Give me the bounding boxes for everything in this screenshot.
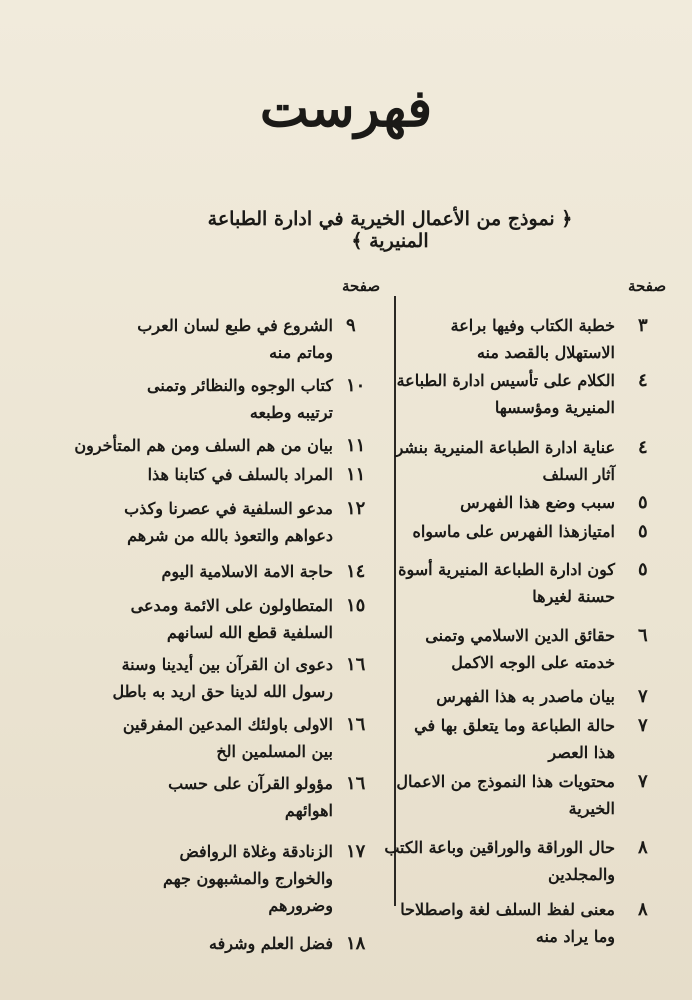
toc-entry-text: حاجة الامة الاسلامية اليوم [161, 562, 333, 581]
toc-entry-text: الشروع في طبع لسان العرب [137, 316, 333, 335]
column-divider [394, 296, 396, 906]
toc-entry-text: معنى لفظ السلف لغة واصطلاحا [400, 900, 615, 919]
toc-entry-text: دعوى ان القرآن بين أيدينا وسنة [121, 655, 333, 674]
toc-entry-text: وما يراد منه [535, 927, 615, 946]
right-toc-entry [400, 518, 648, 545]
toc-entry-text: بيان من هم السلف ومن هم المتأخرون [74, 436, 333, 455]
toc-entry-text: حالة الطباعة وما يتعلق بها في [414, 716, 615, 735]
toc-page-number: ٩ [346, 315, 356, 336]
toc-entry-text: فضل العلم وشرفه [209, 934, 333, 953]
toc-entry-text: الاولى باولئك المدعين المفرقين [122, 715, 333, 734]
toc-entry-text: الزنادقة وغلاة الروافض [179, 842, 333, 861]
toc-page-number: ١٦ [346, 714, 366, 735]
toc-entry-text: وضرورهم [268, 896, 333, 915]
toc-entry-text: السلفية قطع الله لسانهم [166, 623, 333, 642]
right-toc-entry [396, 768, 648, 822]
toc-entry-text: بيان ماصدر به هذا الفهرس [436, 687, 615, 706]
toc-entry-text: المتطاولون على الائمة ومدعى [130, 596, 333, 615]
toc-page-number: ٣ [638, 315, 648, 336]
toc-entry-text: امتيازهذا الفهرس على ماسواه [412, 522, 615, 541]
toc-page-number: ٥ [638, 492, 648, 513]
toc-entry-text: حال الوراقة والوراقين وباعة الكتب [384, 838, 615, 857]
toc-page-number: ٧ [638, 715, 648, 736]
left-toc-entry [108, 838, 366, 919]
right-toc-entry [384, 834, 648, 888]
left-toc-entry [108, 461, 366, 488]
left-column-header: صفحة [342, 277, 381, 295]
left-toc-entry [108, 558, 366, 585]
toc-entry-text: هذا العصر [548, 743, 615, 762]
right-toc-entry [400, 896, 648, 950]
toc-entry-text: حقائق الدين الاسلامي وتمنى [425, 626, 615, 645]
page-subtitle: ﴿ نموذج من الأعمال الخيرية في ادارة الطباعة المنيرية ﴾ [207, 208, 573, 252]
toc-entry-text: كتاب الوجوه والنظائر وتمنى [147, 376, 333, 395]
toc-page-number: ٧ [638, 771, 648, 792]
toc-entry-text: المنيرية ومؤسسها [494, 398, 615, 417]
toc-entry-text: خطبة الكتاب وفيها براعة [450, 316, 615, 335]
toc-page-number: ١٤ [346, 561, 366, 582]
toc-entry-text: خدمته على الوجه الاكمل [451, 653, 615, 672]
toc-entry-text: الكلام على تأسيس ادارة الطباعة [396, 371, 615, 390]
toc-page-number: ١٦ [346, 773, 366, 794]
left-toc-entry [108, 495, 366, 549]
toc-entry-text: كون ادارة الطباعة المنيرية أسوة [398, 560, 615, 579]
toc-entry-text: والمجلدين [548, 865, 615, 884]
toc-entry-text: مدعو السلفية في عصرنا وكذب [124, 499, 333, 518]
toc-page-number: ١٢ [346, 498, 366, 519]
toc-page-number: ١٠ [346, 375, 366, 396]
right-column-header: صفحة [628, 277, 667, 295]
toc-entry-text: رسول الله لدينا حق اريد به باطل [112, 682, 333, 701]
toc-entry-text: عناية ادارة الطباعة المنيرية بنشر [395, 438, 615, 457]
left-toc-entry [108, 312, 356, 366]
toc-entry-text: آثار السلف [542, 465, 615, 484]
left-toc-entry [74, 432, 366, 459]
page-title: فهرست [259, 78, 433, 139]
toc-entry-text: الخيرية [568, 799, 615, 818]
right-toc-entry [398, 556, 648, 610]
toc-page-number: ٨ [638, 899, 648, 920]
toc-entry-text: الاستهلال بالقصد منه [476, 343, 615, 362]
toc-entry-text: والخوارج والمشبهون جهم [163, 869, 333, 888]
toc-entry-text: ترتيبه وطبعه [249, 403, 333, 422]
toc-page-number: ٨ [638, 837, 648, 858]
toc-entry-text: اهوائهم [284, 801, 333, 820]
left-toc-entry [108, 711, 366, 765]
toc-entry-text: دعواهم والتعوذ بالله من شرهم [127, 526, 333, 545]
left-toc-entry [108, 372, 366, 426]
toc-entry-text: مؤولو القرآن على حسب [168, 774, 333, 793]
toc-entry-text: بين المسلمين الخ [216, 742, 333, 761]
toc-page-number: ٥ [638, 559, 648, 580]
toc-page-number: ٤ [638, 437, 648, 458]
right-toc-entry [400, 622, 648, 676]
toc-page-number: ٤ [638, 370, 648, 391]
left-toc-entry [108, 592, 366, 646]
right-toc-entry [395, 434, 648, 488]
right-toc-entry [400, 489, 648, 516]
toc-page-number: ٦ [638, 625, 648, 646]
right-toc-entry [400, 712, 648, 766]
toc-entry-text: حسنة لغيرها [532, 587, 615, 606]
right-toc-entry [396, 367, 648, 421]
toc-page-number: ١٧ [346, 841, 366, 862]
toc-entry-text: سبب وضع هذا الفهرس [460, 493, 615, 512]
toc-page-number: ١١ [346, 464, 366, 485]
toc-page-number: ٥ [638, 521, 648, 542]
toc-entry-text: وماتم منه [269, 343, 333, 362]
left-toc-entry [108, 770, 366, 824]
toc-entry-text: محتويات هذا النموذج من الاعمال [396, 772, 615, 791]
toc-page-number: ٧ [638, 686, 648, 707]
toc-page-number: ١٥ [346, 595, 366, 616]
toc-page-number: ١٦ [346, 654, 366, 675]
right-toc-entry [400, 312, 648, 366]
left-toc-entry [108, 651, 366, 705]
toc-page-number: ١٨ [346, 933, 366, 954]
right-toc-entry [400, 683, 648, 710]
left-toc-entry [108, 930, 366, 957]
toc-entry-text: المراد بالسلف في كتابنا هذا [147, 465, 333, 484]
toc-page-number: ١١ [346, 435, 366, 456]
